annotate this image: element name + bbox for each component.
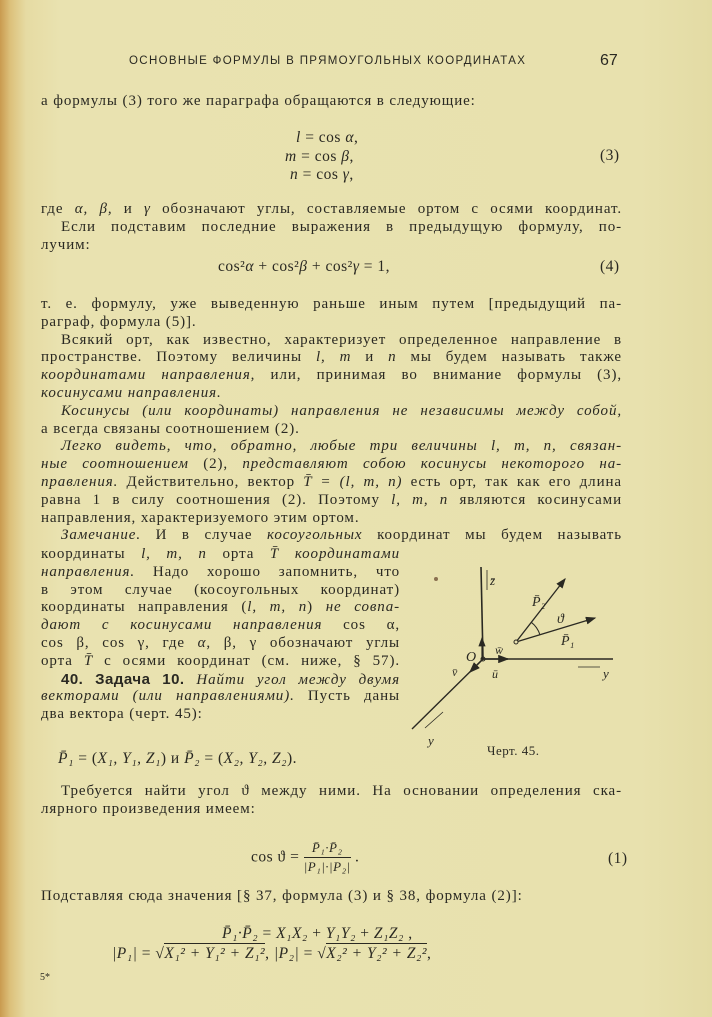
label-p2: P̄₂ (532, 595, 546, 610)
text-segment: а всегда связаны соотношением (2). (41, 420, 300, 437)
text-segment (185, 672, 197, 688)
text-segment: направления. (41, 563, 135, 580)
text-segment: являются косинусами (448, 491, 623, 508)
text-segment: (2), (188, 456, 243, 473)
label-origin: O (466, 650, 477, 665)
fraction-denominator: |P₁|·|P₂| (303, 859, 351, 874)
text-segment: α, β, (74, 201, 113, 217)
text-line (41, 564, 400, 582)
text-segment: + cos² (253, 258, 300, 275)
text-segment: Косинусы (или координаты) направления не независимы между собой, (61, 402, 622, 419)
text-segment: Подставляя сюда значения [§ 37, формула (3) и § 38, формула (2)]: (41, 888, 523, 904)
text-line (41, 492, 622, 510)
text-line (41, 237, 622, 255)
text-segment: Если подставим последние выражения в предыдущую формулу, по- (61, 218, 622, 235)
text-segment: ные соотношением (41, 456, 189, 473)
text-segment: Требуется найти угол ϑ между ними. На основании определения ска- (61, 783, 622, 799)
text-segment: есть орт, так как его длина (402, 473, 622, 490)
angle-arc (531, 622, 540, 634)
text-segment: дают с косинусами направления (41, 617, 323, 634)
text-segment: с осями координат (см. ниже, § 57). (93, 652, 401, 669)
text-segment: X₂, Y₂, Z₂ (223, 750, 287, 767)
text-line (41, 706, 400, 724)
text-segment: Y₁Y₂ (325, 925, 356, 942)
text-line (41, 421, 622, 439)
text-segment: X₁² + Y₁² + Z₁² (164, 945, 266, 962)
paragraph-required-angle (41, 783, 622, 819)
vector-p1 (516, 618, 595, 642)
text-line (41, 93, 622, 111)
text-segment: , (265, 945, 274, 962)
label-v: v̄ (452, 665, 458, 679)
text-segment: l, m, n (391, 491, 449, 508)
label-y-bottom: y (428, 733, 434, 748)
equation-number: (4) (600, 258, 620, 275)
text-line (41, 510, 622, 528)
text-segment: координатами (294, 546, 400, 562)
text-segment: Пусть даны (294, 688, 400, 705)
section-heading: 40. Задача 10. (61, 670, 185, 688)
vectors-formula (58, 750, 297, 768)
text-segment: не совпа- (325, 599, 400, 616)
text-segment: P̄₁·P̄₂ (222, 925, 259, 942)
text-segment: T̄ (269, 546, 280, 562)
text-segment: представляют собою косинусы некоторого на- (242, 456, 622, 473)
text-segment: Всякий орт, как известно, характеризует определенное направление в (61, 331, 622, 348)
fraction (304, 840, 351, 875)
text-segment: и (351, 349, 389, 366)
text-segment: или, принимая во внимание формулы (3), (255, 367, 622, 384)
text-segment: раграф, формула (5)]. (41, 313, 197, 330)
figure-45-diagram (400, 550, 640, 750)
text-segment: Замечание. (61, 527, 141, 544)
text-segment: T̄ (83, 652, 94, 669)
text-segment: Легко видеть, что, обратно, любые три величины l, m, n, связан- (61, 438, 622, 455)
text-segment: , (353, 129, 359, 146)
text-segment: = √ (137, 945, 165, 962)
text-segment: пространстве. Поэтому величины (41, 349, 316, 366)
text-segment: m (285, 148, 297, 165)
text-segment: |P₁| (112, 945, 138, 962)
text-segment: P̄₁ (58, 750, 74, 767)
text-segment: И в случае (140, 527, 267, 544)
text-segment: координаты направления ( (41, 599, 248, 616)
vector-origin-point (514, 640, 518, 644)
norm-formula (112, 945, 431, 963)
text-segment: координатами направления, (41, 367, 256, 384)
text-line (41, 296, 622, 314)
vector-p2 (516, 579, 565, 642)
paragraph-angles (41, 201, 622, 254)
text-segment: т. е. формулу, уже выведенную раньше иным путем [предыдущий па- (41, 296, 622, 312)
text-segment: l, m, n (141, 546, 207, 562)
text-segment: X₂² + Y₂² + Z₂² (326, 945, 428, 962)
text-segment: γ (144, 201, 151, 217)
text-line (41, 888, 622, 906)
text-segment: β (299, 258, 308, 275)
text-line (41, 474, 622, 492)
text-line (41, 546, 400, 564)
text-line (41, 385, 622, 403)
text-line (41, 219, 622, 237)
formula-1-tail: . (355, 848, 360, 866)
fraction-numerator: P̄₁·P̄₂ (304, 840, 351, 858)
page-number: 67 (600, 52, 618, 69)
formula-3-line (296, 129, 358, 147)
label-theta: ϑ (557, 612, 564, 627)
formula-1 (251, 840, 651, 875)
formula-1-lhs: cos ϑ = (251, 848, 304, 866)
label-p1: P̄₁ (561, 634, 575, 649)
text-line (41, 403, 622, 421)
text-segment: два вектора (черт. 45): (41, 706, 203, 723)
text-segment: , (403, 925, 413, 942)
dot-product-formula (222, 925, 413, 943)
text-segment: лярного произведения имеем: (41, 800, 256, 817)
text-segment: , (349, 148, 354, 165)
text-segment: , (349, 166, 354, 183)
text-segment: координаты (41, 546, 142, 562)
text-segment: + (355, 925, 374, 942)
text-segment: α (197, 634, 207, 651)
text-line (41, 635, 400, 653)
text-segment: cos α, (322, 617, 400, 634)
text-segment (279, 546, 295, 562)
text-line (41, 653, 400, 671)
text-segment: косинусами направления. (41, 384, 222, 401)
formula-4-text (218, 258, 390, 276)
text-segment: n (388, 349, 397, 366)
text-segment: направления, характеризуемого этим ортом. (41, 509, 360, 526)
text-line (41, 688, 400, 706)
text-segment: X₁, Y₁, Z₁ (97, 750, 161, 767)
text-segment: обозначают углы, составляемые ортом с осями координат. (150, 201, 622, 217)
text-line (41, 438, 622, 456)
text-segment: = ( (73, 750, 98, 767)
text-segment: cos² (218, 258, 246, 275)
text-segment: координат мы будем называть (362, 527, 622, 544)
text-segment: ). (287, 750, 298, 767)
text-segment: n (290, 166, 299, 183)
text-segment: + (307, 925, 326, 942)
text-segment: орта (41, 652, 84, 669)
figure-caption: Черт. 45. (487, 743, 540, 758)
text-line (41, 801, 622, 819)
text-line (41, 527, 622, 545)
text-segment: ) (307, 599, 326, 616)
text-segment: ) и (160, 750, 185, 767)
signature-mark: 5* (40, 972, 50, 983)
text-segment: лучим: (41, 236, 91, 253)
text-line (41, 349, 622, 367)
text-segment: Действительно, вектор (118, 473, 304, 490)
text-segment: где (41, 201, 75, 217)
text-segment: и (112, 201, 145, 217)
text-segment: Найти угол между двумя (196, 671, 400, 688)
text-segment: l (296, 129, 301, 146)
paragraph-substitution (41, 888, 622, 906)
text-segment: α (345, 129, 354, 146)
text-line (41, 671, 400, 689)
text-segment: векторами (или направлениями). (41, 688, 295, 705)
text-segment: X₁X₂ (276, 925, 308, 942)
label-u: ū (492, 667, 498, 681)
formula-3-line (290, 166, 354, 184)
text-segment: l, m (315, 349, 352, 366)
text-segment: l, m, n (247, 599, 308, 616)
text-segment: = ( (199, 750, 224, 767)
label-y-right: y (603, 666, 609, 681)
text-segment: γ (352, 258, 360, 275)
paragraph-intro (41, 93, 622, 111)
text-segment: правления. (41, 473, 119, 490)
text-line (41, 367, 622, 385)
equation-number: (3) (600, 147, 620, 164)
text-segment: , (427, 945, 432, 962)
equation-number: (1) (608, 850, 628, 867)
text-segment: Z₁Z₂ (373, 925, 404, 942)
text-segment: равна 1 в силу соотношения (2). Поэтому (41, 491, 392, 508)
text-line (41, 314, 622, 332)
text-line (41, 201, 622, 219)
text-segment: |P₂| (273, 945, 300, 962)
text-line (41, 617, 400, 635)
label-z: z̄ (490, 573, 496, 588)
text-line (41, 582, 400, 600)
text-segment: P̄₂ (184, 750, 200, 767)
text-segment: Надо хорошо запомнить, что (135, 563, 400, 580)
text-segment: β (341, 148, 350, 165)
text-segment: = cos (300, 129, 346, 146)
text-segment: = √ (299, 945, 327, 962)
text-segment: = cos (298, 166, 343, 183)
running-title: ОСНОВНЫЕ ФОРМУЛЫ В ПРЯМОУГОЛЬНЫХ КООРДИНАТАХ (129, 55, 527, 67)
text-segment: , β, γ обозначают углы (206, 634, 401, 651)
text-segment: орта (206, 546, 270, 562)
paragraph-oblique-and-problem (41, 546, 400, 724)
text-segment: косоугольных (266, 527, 363, 544)
text-segment: cos β, cos γ, где (41, 634, 198, 651)
formula-3-line (285, 148, 354, 166)
text-line (41, 332, 622, 350)
text-segment: а формулы (3) того же параграфа обращаются в следующие: (41, 93, 476, 109)
text-segment: γ (342, 166, 350, 183)
text-segment: мы будем называть также (396, 349, 622, 366)
text-line (41, 783, 622, 801)
label-w: w̄ (495, 643, 504, 657)
text-segment: = cos (296, 148, 342, 165)
paragraph-direction-cosines (41, 296, 622, 545)
text-segment: α (245, 258, 254, 275)
text-segment: в этом случае (косоугольных координат) (41, 581, 400, 598)
text-line (41, 456, 622, 474)
text-line (41, 599, 400, 617)
text-segment: = 1, (359, 258, 391, 275)
stray-dot (434, 577, 438, 581)
text-segment: = (258, 925, 277, 942)
text-segment: + cos² (307, 258, 353, 275)
text-segment: T̄ = (l, m, n) (303, 473, 403, 490)
